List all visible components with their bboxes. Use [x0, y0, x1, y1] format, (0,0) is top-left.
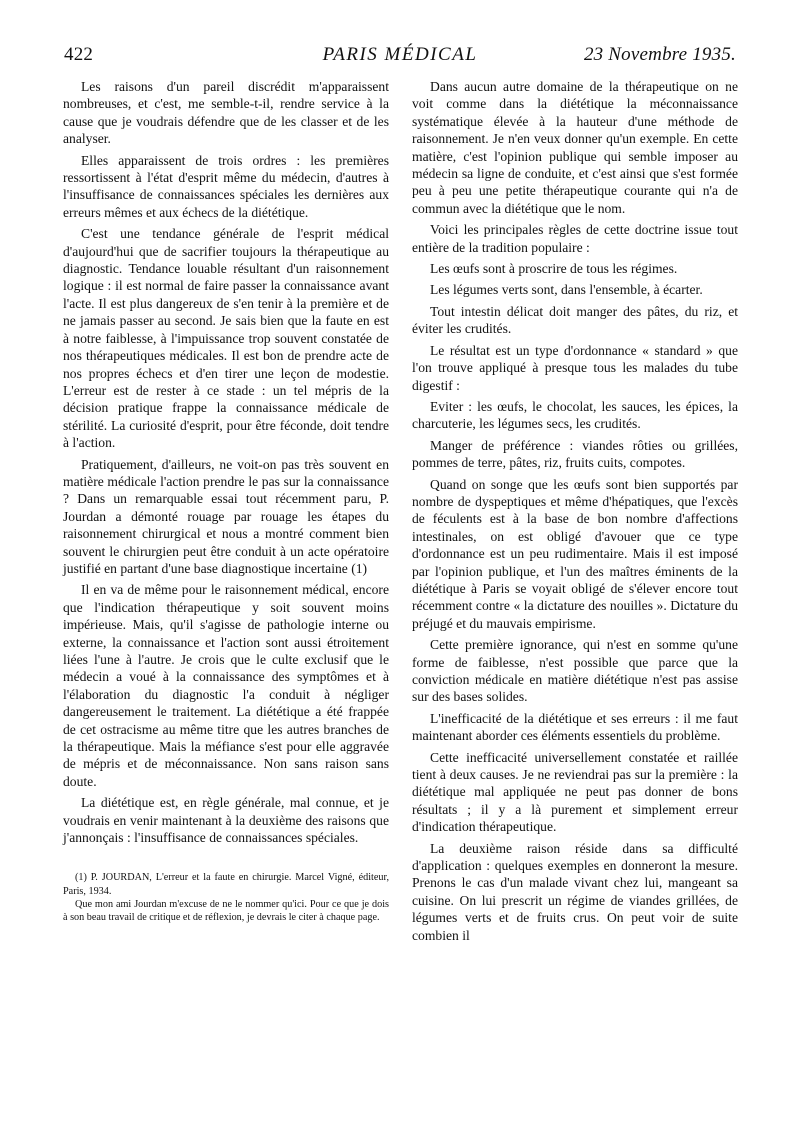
paragraph: Voici les principales règles de cette doctrine issue tout entière de la tradition populaire :	[412, 222, 738, 255]
footnote: (1) P. JOURDAN, L'erreur et la faute en chirurgie. Marcel Vigné, éditeur, Paris, 1934.	[63, 872, 389, 897]
paragraph: Manger de préférence : viandes rôties ou grillées, pommes de terre, pâtes, riz, fruits cuits, compotes.	[412, 437, 738, 471]
paragraph: La deuxième raison réside dans sa difficulté d'application : quelques exemples en donneront la mesure. Prenons le cas d'un malade vivant chez lui, mangeant sa cuisine. On lui prescrit un régime de viandes grillées, de légumes verts et de fruits crus. On peut voir de suite combien il	[412, 840, 738, 943]
paragraph: Pratiquement, d'ailleurs, ne voit-on pas très souvent en matière médicale l'action prendre le pas sur la connaissance ? Dans un remarquable essai tout récemment paru, P. Jourdan a démonté rouage par rouage les étapes du raisonnement chirurgical et nous a montré comment bien souvent le chirurgien peut être conduit à un acte opératoire justifié en partant d'une base diagnostique incertaine (1)	[63, 456, 389, 576]
paragraph: La diététique est, en règle générale, mal connue, et je voudrais en venir maintenant à la deuxième des raisons que j'annonçais : l'insuffisance de connaissances spéciales.	[63, 795, 389, 846]
paragraph: C'est une tendance générale de l'esprit médical d'aujourd'hui que de sacrifier toujours la thérapeutique au diagnostic. Tendance louable résultant d'un raisonnement logique : il est normal de faire passer la connaissance avant l'acte. Il est plus dangereux de s'en tenir à la première et de ne jamais passer au second. Je sais bien que la faute en est à notre faiblesse, à l'impuissance trop souvent constatée de nos thérapeutiques médicales. Il est bon de prendre acte de nos propres échecs et d'en tirer une leçon de modestie. L'erreur est de rester à ce stade : un tel mépris de la décision pratique frappe la connaissance médicale de stérilité. La curiosité d'esprit, pour être féconde, doit tendre à l'action.	[63, 226, 389, 451]
issue-date: 23 Novembre 1935.	[583, 44, 736, 65]
footnote-continuation: Que mon ami Jourdan m'excuse de ne le nommer qu'ici. Pour ce que je dois à son beau travail de critique et de réflexion, je devrais le citer à chaque page.	[63, 898, 389, 924]
right-column	[412, 78, 738, 948]
paragraph: Les raisons d'un pareil discrédit m'apparaissent nombreuses, et c'est, me semble-t-il, rendre service à la cause que je voudrais défendre que de les classer et de les analyser.	[63, 79, 389, 147]
footnote-separator	[63, 864, 389, 865]
paragraph: Les légumes verts sont, dans l'ensemble, à écarter.	[430, 282, 703, 298]
paragraph: Eviter : les œufs, le chocolat, les sauces, les épices, la charcuterie, les légumes secs, les crudités.	[412, 398, 738, 432]
paragraph: Cette inefficacité universellement constatée et raillée tient à deux causes. Je ne reviendrai pas sur la première : la diététique mal appliquée ne peut pas donner de bons résultats ; il y a là purement et simplement erreur d'indication thérapeutique.	[412, 749, 738, 835]
left-column	[63, 78, 389, 924]
page-number: 422	[64, 44, 94, 65]
paragraph: Il en va de même pour le raisonnement médical, encore que l'indication thérapeutique y soit souvent moins impérieuse. Mais, qu'il s'agisse de pathologie interne ou externe, la connaissance et l'action sont aussi étroitement liées l'une à l'autre. Je crois que le culte exclusif que le médecin a voué à la connaissance des symptômes et à l'élaboration du diagnostic l'a conduit à négliger dangereusement le traitement. La diététique a été frappée de cet ostracisme au même titre que les autres branches de la thérapeutique. Mais la méfiance s'est pour elle aggravée de mépris et de méconnaissance. Non sans raison sans doute.	[63, 582, 389, 789]
paragraph: Dans aucun autre domaine de la thérapeutique on ne voit comme dans la diététique la méconnaissance systématique élevée à la hauteur d'une méthode de raisonnement. Je n'en veux donner qu'un exemple. En cette matière, c'est l'opinion publique qui semble imposer au médecin sa ligne de conduite, et c'est ainsi que s'est formée peu à peu une petite thérapeutique courante qui n'a de commun avec la diététique que le nom.	[412, 79, 738, 216]
paragraph: L'inefficacité de la diététique et ses erreurs : il me faut maintenant aborder ces éléments essentiels du problème.	[412, 710, 738, 744]
paragraph: Le résultat est un type d'ordonnance « standard » que l'on trouve appliqué à presque tous les malades du tube digestif :	[412, 342, 738, 393]
paragraph: Cette première ignorance, qui n'est en somme qu'une forme de faiblesse, n'est possible que parce que la conviction médicale en matière diététique n'est pas assise sur des bases solides.	[412, 637, 738, 705]
running-header	[64, 44, 736, 72]
paragraph: Tout intestin délicat doit manger des pâtes, du riz, et éviter les crudités.	[412, 303, 738, 337]
paragraph: Quand on songe que les œufs sont bien supportés par nombre de dyspeptiques et même d'hépatiques, que l'excès de féculents est à la base de bon nombre d'affections intestinales, on est obligé d'avouer que ce type d'ordonnance est un peu rudimentaire. Mais il est imposé par l'opinion publique, et l'un des maîtres éminents de la diététique à Paris se voyait obligé de s'élever encore tout récemment contre « la dictature des nouilles ». Dictature du préjugé et du mauvais empirisme.	[412, 476, 738, 631]
paragraph: Elles apparaissent de trois ordres : les premières ressortissent à l'état d'esprit même du médecin, d'autres à l'insuffisance de connaissances spéciales les dernières aux erreurs mêmes et aux échecs de la diététique.	[63, 152, 389, 220]
journal-title: PARIS MÉDICAL	[322, 44, 478, 65]
footnotes	[63, 871, 389, 924]
paragraph: Les œufs sont à proscrire de tous les régimes.	[430, 261, 678, 277]
